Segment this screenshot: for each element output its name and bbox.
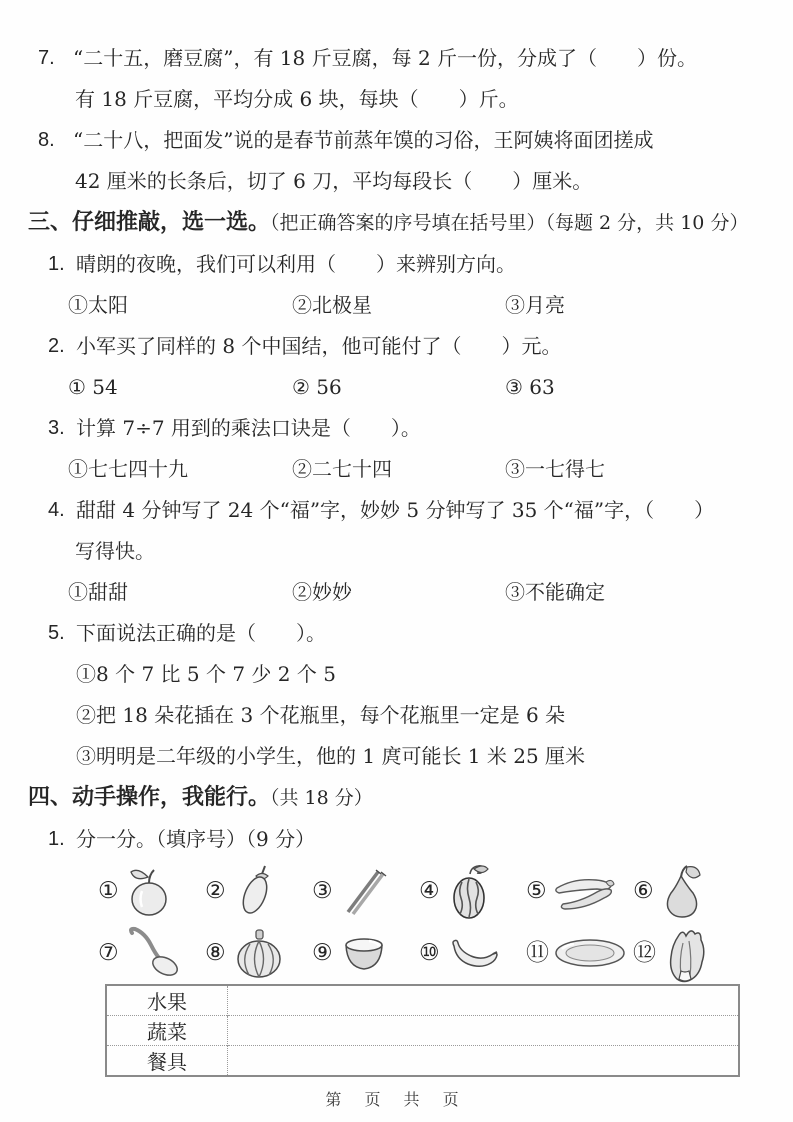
s3-q3-option-2: ②二七十四 <box>292 457 392 481</box>
section-4-note: （共 18 分） <box>270 787 373 809</box>
spoon-icon <box>122 925 182 981</box>
s3-question-4-line-1 <box>48 490 775 531</box>
table-row <box>106 985 739 1016</box>
s4-q1-number: 1. <box>48 828 65 850</box>
item-7-number: ⑦ <box>98 939 119 966</box>
question-8-line-2: 42 厘米的长条后，切了 6 刀，平均每段长（ ）厘米。 <box>75 169 593 193</box>
question-8-number: 8. <box>38 129 55 151</box>
s3-q1-option-2: ②北极星 <box>292 293 372 317</box>
s3-q3-text: 计算 7÷7 用到的乘法口诀是（ ）。 <box>76 416 421 440</box>
s3-q3-option-3: ③一七得七 <box>505 457 605 481</box>
s3-q1-option-1: ①太阳 <box>68 293 128 317</box>
s3-q4-options <box>68 572 775 613</box>
item-12-number: ⑫ <box>633 939 656 966</box>
eggplant-icon <box>229 862 277 920</box>
vegetable-answer-blank[interactable] <box>228 1016 740 1046</box>
section-3-title: 三、仔细推敲，选一选。 <box>28 210 271 235</box>
s3-question-2 <box>48 326 775 367</box>
item-10-number: ⑩ <box>419 939 440 966</box>
row-label-tableware: 餐具 <box>106 1046 228 1077</box>
s3-q2-option-1: ① 54 <box>68 375 118 399</box>
table-row <box>106 1016 739 1046</box>
item-1-apple <box>98 862 205 920</box>
section-4-title: 四、动手操作，我能行。 <box>28 785 271 810</box>
s3-q3-options <box>68 449 775 490</box>
banana-icon <box>443 928 503 978</box>
question-8-text: “二十八，把面发”说的是春节前蒸年馍的习俗，王阿姨将面团搓成 <box>73 128 654 152</box>
item-3-number: ③ <box>312 877 333 904</box>
item-7-spoon <box>98 925 205 981</box>
item-9-bowl <box>312 927 419 979</box>
fruit-answer-blank[interactable] <box>228 985 740 1016</box>
s4-question-1 <box>48 819 775 860</box>
question-7-line-2: 有 18 斤豆腐，平均分成 6 块，每块（ ）斤。 <box>75 87 519 111</box>
s3-q5-number: 5. <box>48 622 65 644</box>
s3-q1-text: 晴朗的夜晚，我们可以利用（ ）来辨别方向。 <box>76 252 516 276</box>
s3-q4-number: 4. <box>48 499 65 521</box>
s3-q2-option-2: ② 56 <box>292 375 342 399</box>
item-4-watermelon <box>419 860 526 922</box>
item-10-banana <box>419 928 526 978</box>
row-label-vegetable: 蔬菜 <box>106 1016 228 1046</box>
pumpkin-icon <box>229 924 289 982</box>
watermelon-icon <box>443 860 497 922</box>
sorting-table <box>105 984 740 1077</box>
s3-q2-text: 小军买了同样的 8 个中国结，他可能付了（ ）元。 <box>76 334 562 358</box>
question-7-text: “二十五，磨豆腐”，有 18 斤豆腐，每 2 斤一份，分成了（ ）份。 <box>73 46 698 70</box>
item-3-chopsticks <box>312 862 419 920</box>
section-3-note: （把正确答案的序号填在括号里）（每题 2 分，共 10 分） <box>270 212 749 234</box>
section-3-header <box>28 202 775 244</box>
tableware-answer-blank[interactable] <box>228 1046 740 1077</box>
question-7-number: 7. <box>38 47 55 69</box>
question-8-line-1 <box>38 120 775 161</box>
pear-icon <box>657 861 709 921</box>
s4-q1-text: 分一分。（填序号）（9 分） <box>76 827 316 851</box>
s3-q2-option-3: ③ 63 <box>505 375 555 399</box>
s3-q5-text: 下面说法正确的是（ ）。 <box>76 621 326 645</box>
s3-q4-option-1: ①甜甜 <box>68 580 128 604</box>
item-5-yam <box>526 864 633 918</box>
s3-question-4-line-2: 写得快。 <box>75 539 155 563</box>
chopsticks-icon <box>336 862 394 920</box>
s3-q4-option-3: ③不能确定 <box>505 580 605 604</box>
s3-q3-option-1: ①七七四十九 <box>68 457 188 481</box>
item-8-number: ⑧ <box>205 939 226 966</box>
chinese-cabbage-icon <box>659 923 711 983</box>
item-9-number: ⑨ <box>312 939 333 966</box>
item-5-number: ⑤ <box>526 877 547 904</box>
item-8-pumpkin <box>205 924 312 982</box>
question-7-line-1 <box>38 38 775 79</box>
page-footer: 第 页 共 页 <box>325 1090 468 1109</box>
item-6-pear <box>633 861 740 921</box>
s3-question-3 <box>48 408 775 449</box>
s3-q5-statement-1: ①8 个 7 比 5 个 7 少 2 个 5 <box>76 662 336 686</box>
item-6-number: ⑥ <box>633 877 654 904</box>
s3-question-1 <box>48 244 775 285</box>
s3-q2-number: 2. <box>48 335 65 357</box>
s3-q2-options <box>68 367 775 408</box>
s3-q5-statement-2: ②把 18 朵花插在 3 个花瓶里，每个花瓶里一定是 6 朵 <box>76 703 566 727</box>
item-4-number: ④ <box>419 877 440 904</box>
s3-q1-options <box>68 285 775 326</box>
item-12-chinese-cabbage <box>633 923 740 983</box>
item-2-eggplant <box>205 862 312 920</box>
section-4-header <box>28 777 775 819</box>
item-row-2 <box>98 922 775 984</box>
s3-q4-option-2: ②妙妙 <box>292 580 352 604</box>
item-11-number: ⑪ <box>526 939 549 966</box>
item-row-1 <box>98 860 775 922</box>
table-row <box>106 1046 739 1077</box>
s3-q4-text: 甜甜 4 分钟写了 24 个“福”字，妙妙 5 分钟写了 35 个“福”字，（ ） <box>76 498 715 522</box>
s3-q3-number: 3. <box>48 417 65 439</box>
s3-q1-option-3: ③月亮 <box>505 293 565 317</box>
s3-question-5 <box>48 613 775 654</box>
s3-q5-statement-3: ③明明是二年级的小学生，他的 1 庹可能长 1 米 25 厘米 <box>76 744 586 768</box>
bowl-icon <box>336 927 392 979</box>
s3-q1-number: 1. <box>48 253 65 275</box>
row-label-fruit: 水果 <box>106 985 228 1016</box>
apple-icon <box>122 862 176 920</box>
item-2-number: ② <box>205 877 226 904</box>
item-11-plate <box>526 931 633 975</box>
item-1-number: ① <box>98 877 119 904</box>
yam-icon <box>550 864 620 918</box>
plate-icon <box>552 931 628 975</box>
